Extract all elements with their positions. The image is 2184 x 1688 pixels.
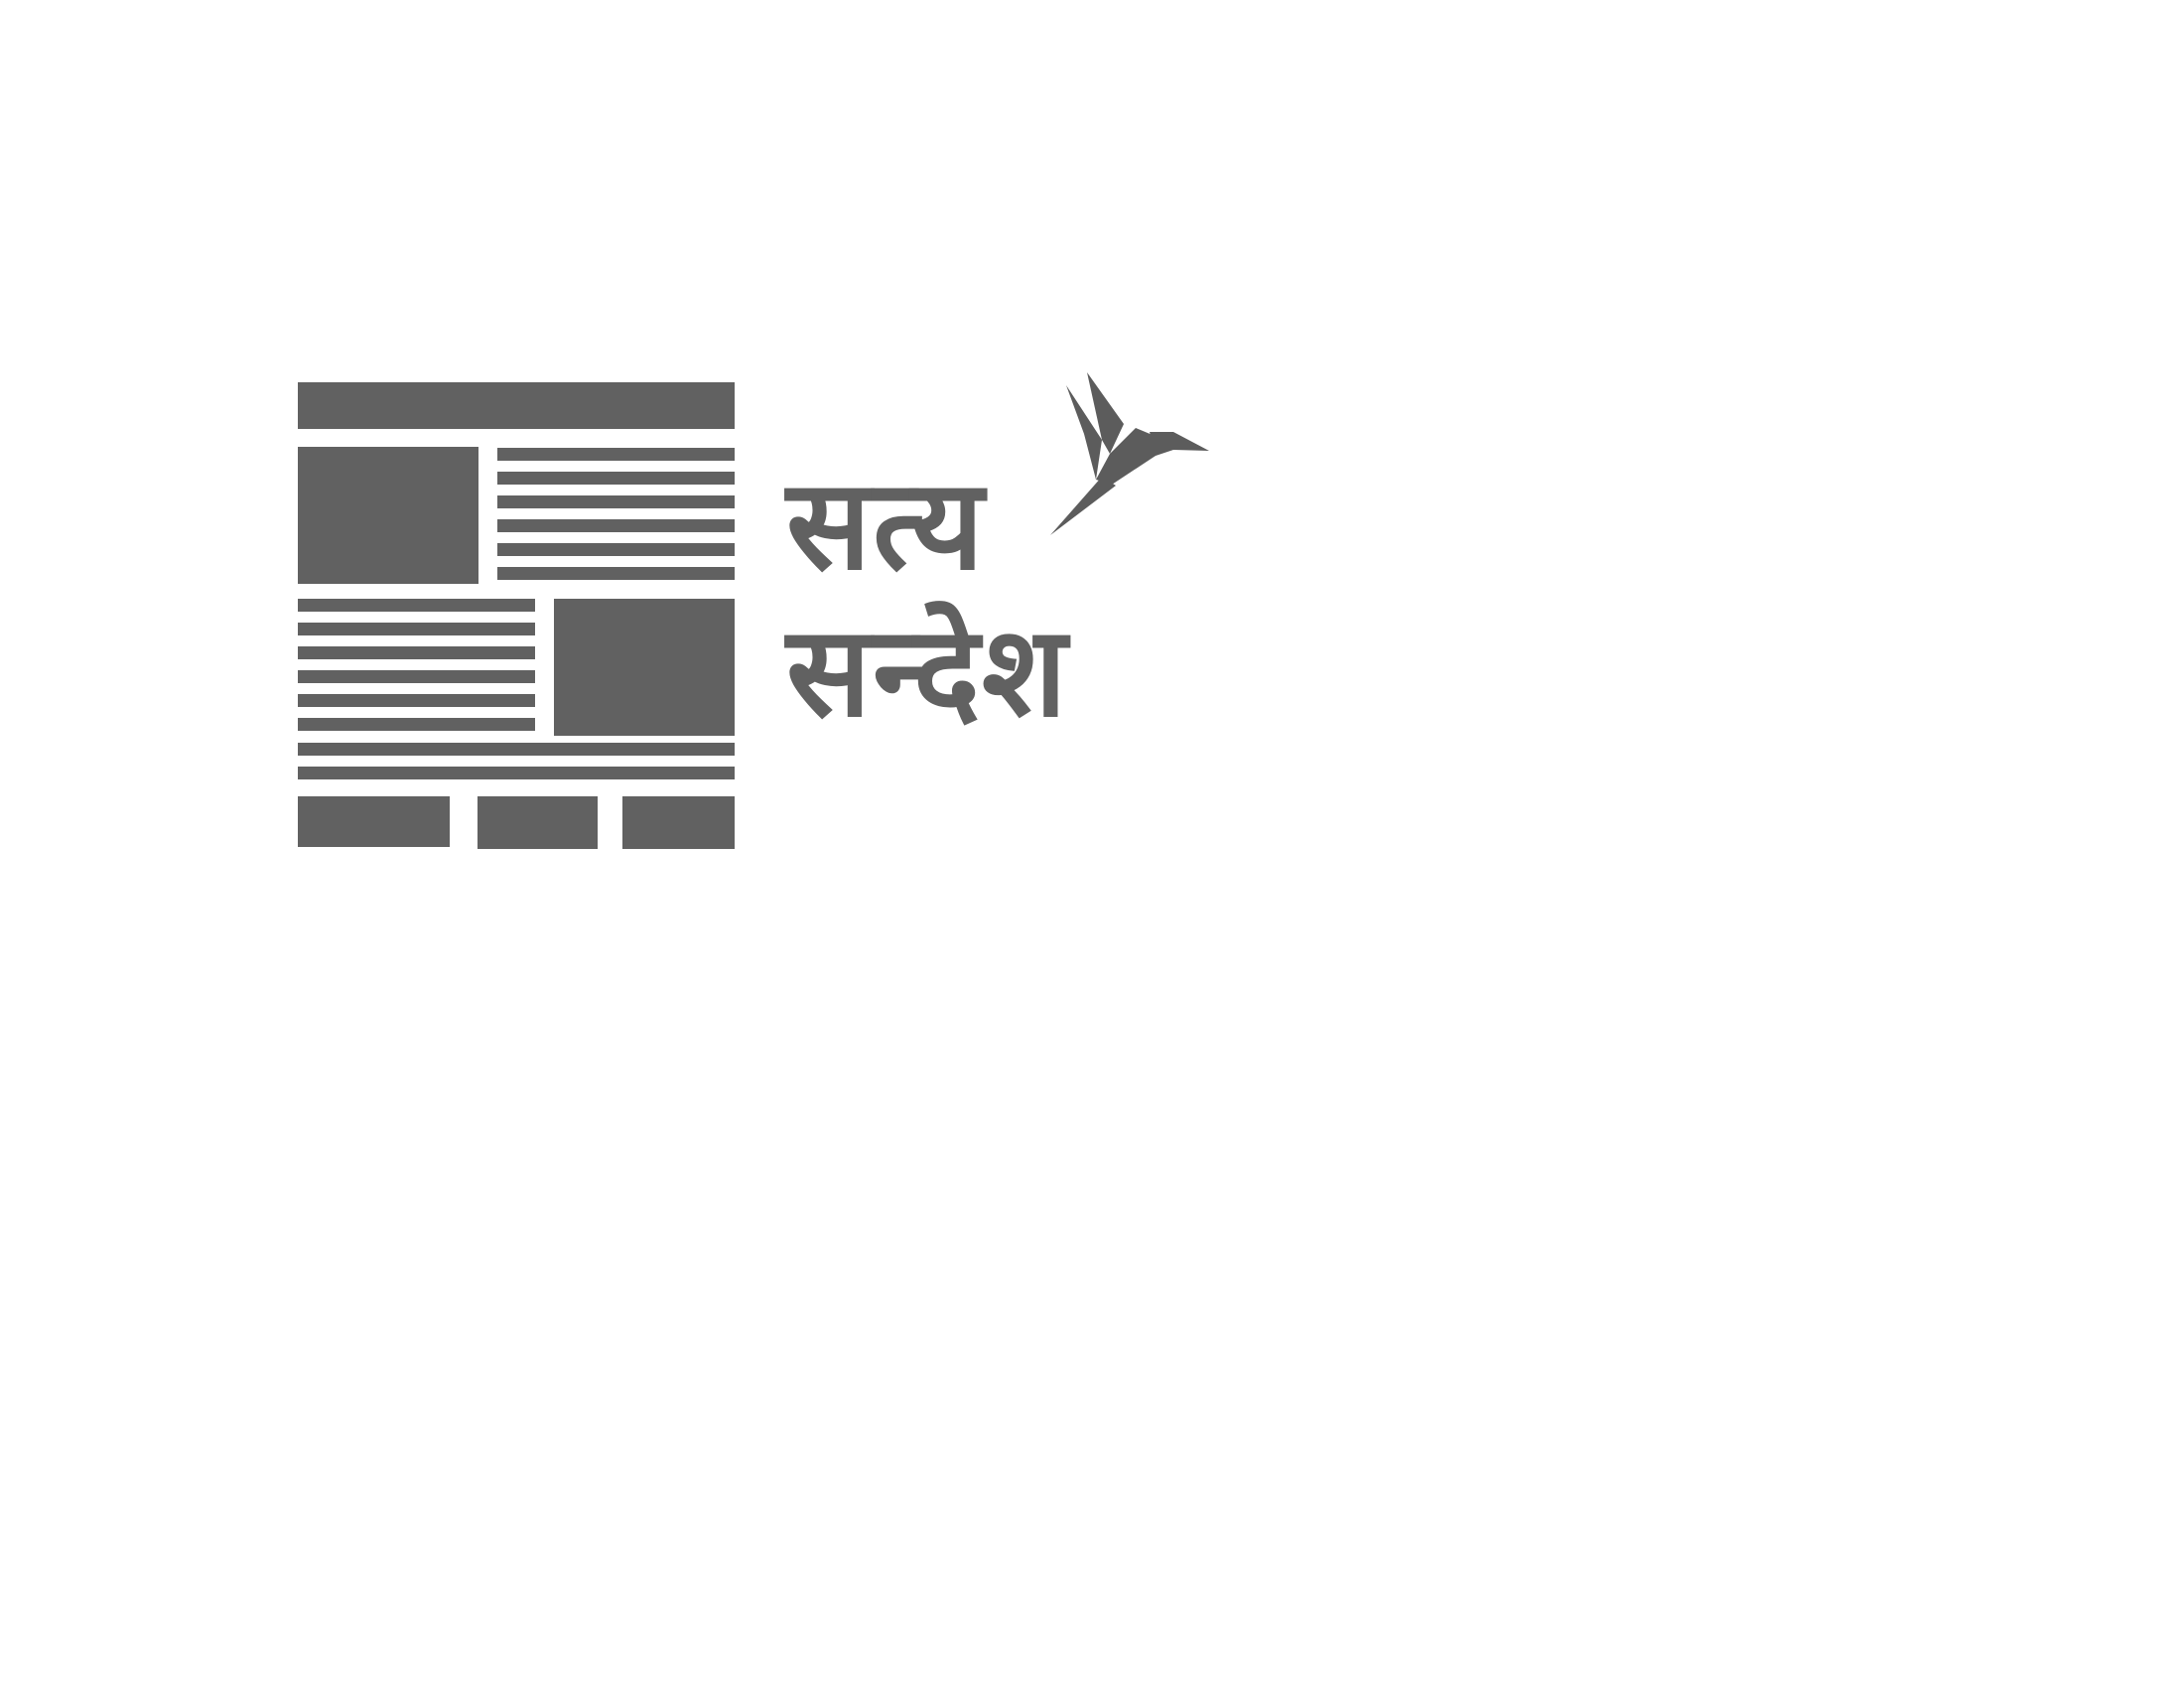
wordmark-line-1: सत्य xyxy=(786,452,986,598)
bird-icon xyxy=(1050,362,1209,541)
wordmark-line-2: सन्देश xyxy=(786,599,1069,745)
wordmark xyxy=(786,452,1069,746)
newspaper-icon xyxy=(298,382,735,849)
